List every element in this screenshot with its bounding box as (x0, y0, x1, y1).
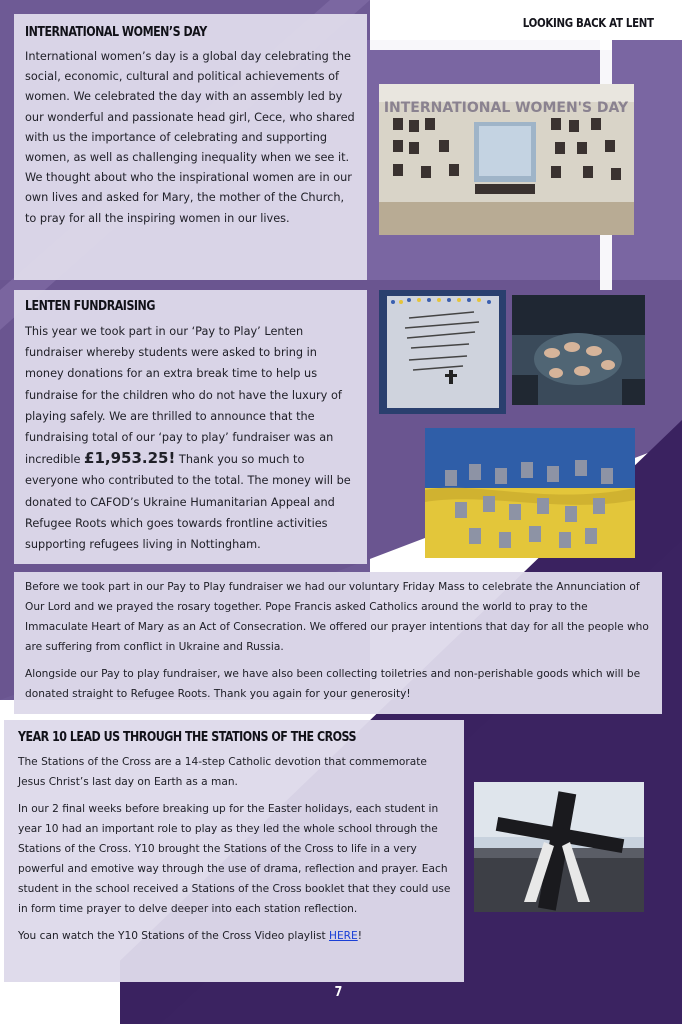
page-number: 7 (334, 985, 343, 1000)
fundraising-panel (14, 290, 367, 564)
playlist-link[interactable]: HERE (329, 930, 358, 942)
womens-day-panel (14, 14, 367, 280)
fundraising-amount: £1,953.25! (84, 449, 176, 468)
poster-photo (379, 290, 506, 414)
womens-day-body: International women’s day is a global day celebrating the social, economic, cultural and political achievements of women. We celebrated the day with an assembly led by our wonderful and passionate head girl, Cece, who shared with us the importance of celebrating and supporting women, as well as challenging inequality when we see it. We thought about who the inspirational women are in our own lives and asked for Mary, the mother of the Church, to pray for all the inspiring women in our lives. (25, 50, 355, 225)
mass-paragraph-1: Before we took part in our Pay to Play fundraiser we had our voluntary Friday Mass to celebrate the Annunciation of Our Lord and we prayed the rosary together. Pope Francis asked Catholics around the world to pray to the Immaculate Heart of Mary as an Act of Consecration. We offered our prayer intentions that day for all the people who are suffering from conflict in Ukraine and Russia. (25, 581, 649, 653)
mass-panel (14, 572, 662, 714)
stations-paragraph-3-end: ! (357, 930, 362, 942)
stations-paragraph-1: The Stations of the Cross are a 14-step Catholic devotion that commemorate Jesus Christ’s last day on Earth as a man. (18, 756, 427, 788)
womens-day-photo (379, 84, 634, 235)
stations-paragraph-3-text: You can watch the Y10 Stations of the Cross Video playlist (18, 930, 330, 942)
fundraising-body-before: This year we took part in our ‘Pay to Play’ Lenten fundraiser whereby students were asked to bring in money donations for an extra break time to help us fundraise for the children who do not have the luxury of playing safely. We are thrilled to announce that the fundraising total of our ‘pay to play’ fundraiser was an incredible (25, 325, 342, 467)
stations-title: YEAR 10 LEAD US THROUGH THE STATIONS OF THE CROSS (18, 729, 357, 745)
hands-photo (512, 295, 645, 405)
section-label: LOOKING BACK AT LENT (523, 15, 654, 30)
fundraising-body-after: Thank you so much to everyone who contributed to the total. The money will be donated to CAFOD’s Ukraine Humanitarian Appeal and Refugee Roots which goes towards frontline activities supporting refugees living in Nottingham. (25, 453, 351, 552)
mass-paragraph-2: Alongside our Pay to play fundraiser, we have also been collecting toiletries and non-perishable goods which will be donated straight to Refugee Roots. Thank you again for your generosity! (25, 668, 641, 700)
fundraising-title: LENTEN FUNDRAISING (25, 298, 155, 314)
stations-panel (4, 720, 464, 982)
womens-day-title: INTERNATIONAL WOMEN’S DAY (25, 24, 207, 40)
fundraising-body (25, 321, 357, 555)
ukraine-flag-photo (425, 428, 635, 558)
stations-paragraph-2: In our 2 final weeks before breaking up for the Easter holidays, each student in year 10 had an important role to play as they led the whole school through the Stations of the Cross. Y10 brought the Stations of the Cross to life in a very powerful and emotive way through the use of drama, reflection and prayer. Each student in the school received a Stations of the Cross booklet that they could use in form time prayer to delve deeper into each station reflection. (18, 803, 451, 915)
cross-photo (474, 782, 644, 912)
photo-banner-text: INTERNATIONAL WOMEN'S DAY (383, 100, 629, 116)
stations-paragraph-3 (18, 926, 454, 946)
